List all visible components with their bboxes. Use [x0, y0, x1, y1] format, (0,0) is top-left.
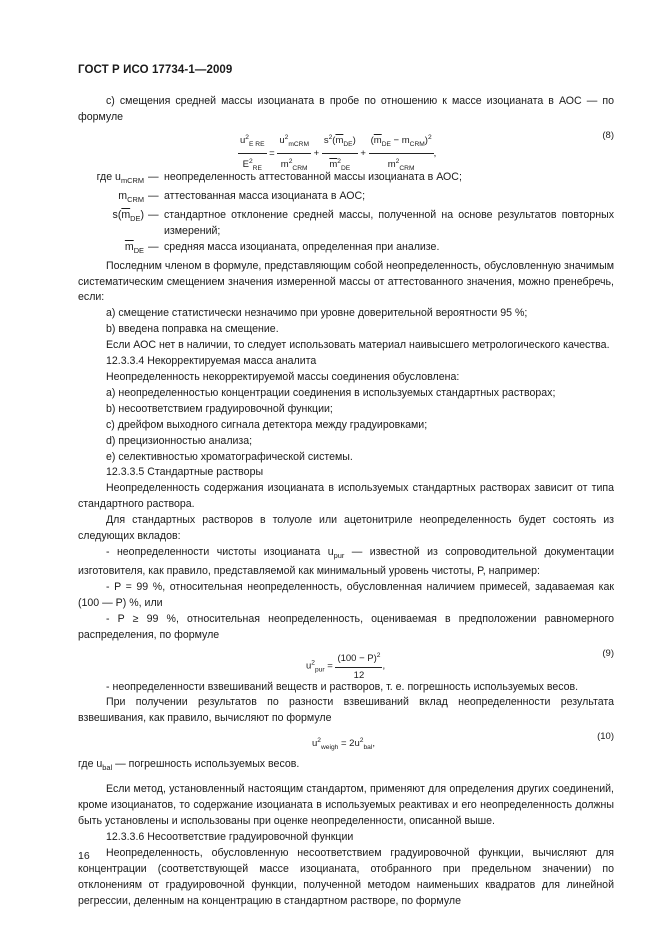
paragraph: Если АОС нет в наличии, то следует использовать материал наивысшего метрологического качества. [106, 339, 610, 352]
definition-text: аттестованная масса изоцианата в АОС; [164, 189, 366, 202]
definition-text: стандартное отклонение средней массы, полученной на основе результатов повторных измерений; [164, 208, 614, 237]
body-text [78, 94, 614, 910]
section-heading: 12.3.3.4 Некорректируемая масса аналита [106, 355, 317, 368]
equation-10 [78, 729, 614, 755]
paragraph: Последним членом в формуле, представляющим собой неопределенность, обусловленную значимым систематическим смещением значения измеренной массы от аттестованного значения, можно пренебречь, если: [78, 259, 614, 304]
section-heading: 12.3.3.6 Несоответствие градуировочной функции [106, 830, 354, 843]
paragraph: - P = 99 %, относительная неопределенность, обусловленная наличием примесей, задаваемая как (100 — P) %, или [78, 580, 614, 609]
paragraph: Для стандартных растворов в толуоле или ацетонитриле неопределенность будет состоять из следующих вкладов: [78, 514, 614, 543]
definitions-list [50, 170, 614, 259]
formula: $u^2_{pur}$ = $\frac{(100 - P)^2}{12}$ , [306, 648, 385, 684]
list-item: c) дрейфом выходного сигнала детектора между градуировками; [106, 418, 428, 431]
list-item: b) введена поправка на смещение. [106, 323, 279, 336]
definition-row: $m_{CRM}$ — аттестованная масса изоцианата в АОС; [50, 189, 614, 208]
equation-number: (9) [602, 647, 614, 659]
definition-row: где $u_{mCRM}$ — неопределенность аттестованной массы изоцианата в АОС; [50, 170, 614, 189]
list-item: b) несоответствием градуировочной функции; [106, 402, 333, 415]
page-number: 16 [78, 850, 90, 862]
formula: $u^2_{weigh} = 2u^2_{bal}$, [312, 737, 375, 752]
paragraph: Если метод, установленный настоящим стандартом, применяют для определения других соединений, кроме изоцианатов, то содержание изоцианата в используемых реактивах и его неопределенность должны быть установлены и использованы при оценке неопределенности, описанной выше. [78, 783, 614, 828]
equation-number: (10) [597, 731, 614, 743]
paragraph: Неопределенность некорректируемой массы соединения обусловлена: [106, 371, 460, 384]
definition-text: где $u_{bal}$ — погрешность используемых весов. [78, 758, 300, 773]
equation-9 [78, 646, 614, 681]
paragraph: - P ≥ 99 %, относительная неопределенность, оцениваемая в предположении равномерного распределения, по формуле [78, 612, 614, 641]
definition-row: $\overline{m}_{DE}$ — средняя масса изоцианата, определенная при анализе. [50, 240, 614, 259]
paragraph: Неопределенность, обусловленную несоответствием градуировочной функции, вычисляют для концентрации (соответствующей массе изоцианата, отобранного при предельном значении) по отклонениям от градуировочной функции, полученной методом наименьших квадратов для линейной регрессии, деленным на концентрацию в стандартном растворе, по формуле [78, 846, 614, 907]
paragraph: - неопределенности чистоты изоцианата $u_{pur}$ — известной из сопроводительной документации изготовителя, как правило, представляемой как минимальный уровень чистоты, P, например: [78, 545, 615, 577]
definition-row: $s(\overline{m}_{DE})$ — стандартное отклонение средней массы, полученной на основе результатов повторных измерений; [50, 208, 614, 240]
list-item: e) селективностью хроматографической системы. [106, 450, 353, 463]
paragraph: Неопределенность содержания изоцианата в используемых стандартных растворах зависит от типа стандартного раствора. [78, 482, 614, 511]
equation-number: (8) [602, 129, 614, 141]
list-item: a) неопределенностью концентрации соединения в используемых стандартных растворах; [106, 386, 556, 399]
paragraph: При получении результатов по разности взвешиваний вклад неопределенности результата взвешивания, как правило, вычисляют по формуле [78, 696, 614, 725]
formula: $\frac{u^2_{E RE}}{E^2_{RE}}$ = $\frac{u^2_{mCRM}}{m^2_{CRM}}$ + $\frac{s^2(\overline{m}_{DE})}{\overline{m}^2_{DE}}$ + $\frac{(\overline{m}_{DE} - m_{CRM})^2}{m^2_{CRM}}$ , [238, 130, 436, 177]
section-heading: 12.3.3.5 Стандартные растворы [106, 466, 264, 479]
paragraph: c) смещения средней массы изоцианата в пробе по отношению к массе изоцианата в АОС — по формуле [78, 95, 614, 123]
document-header: ГОСТ Р ИСО 17734-1—2009 [78, 64, 233, 76]
paragraph: - неопределенности взвешиваний веществ и растворов, т. е. погрешность используемых весов. [106, 680, 579, 693]
list-item: d) прецизионностью анализа; [106, 434, 253, 447]
equation-8 [78, 128, 614, 172]
list-item: a) смещение статистически незначимо при уровне доверительной вероятности 95 %; [106, 307, 528, 320]
definition-text: неопределенность аттестованной массы изоцианата в АОС; [164, 170, 462, 183]
definition-text: средняя масса изоцианата, определенная при анализе. [164, 240, 440, 253]
